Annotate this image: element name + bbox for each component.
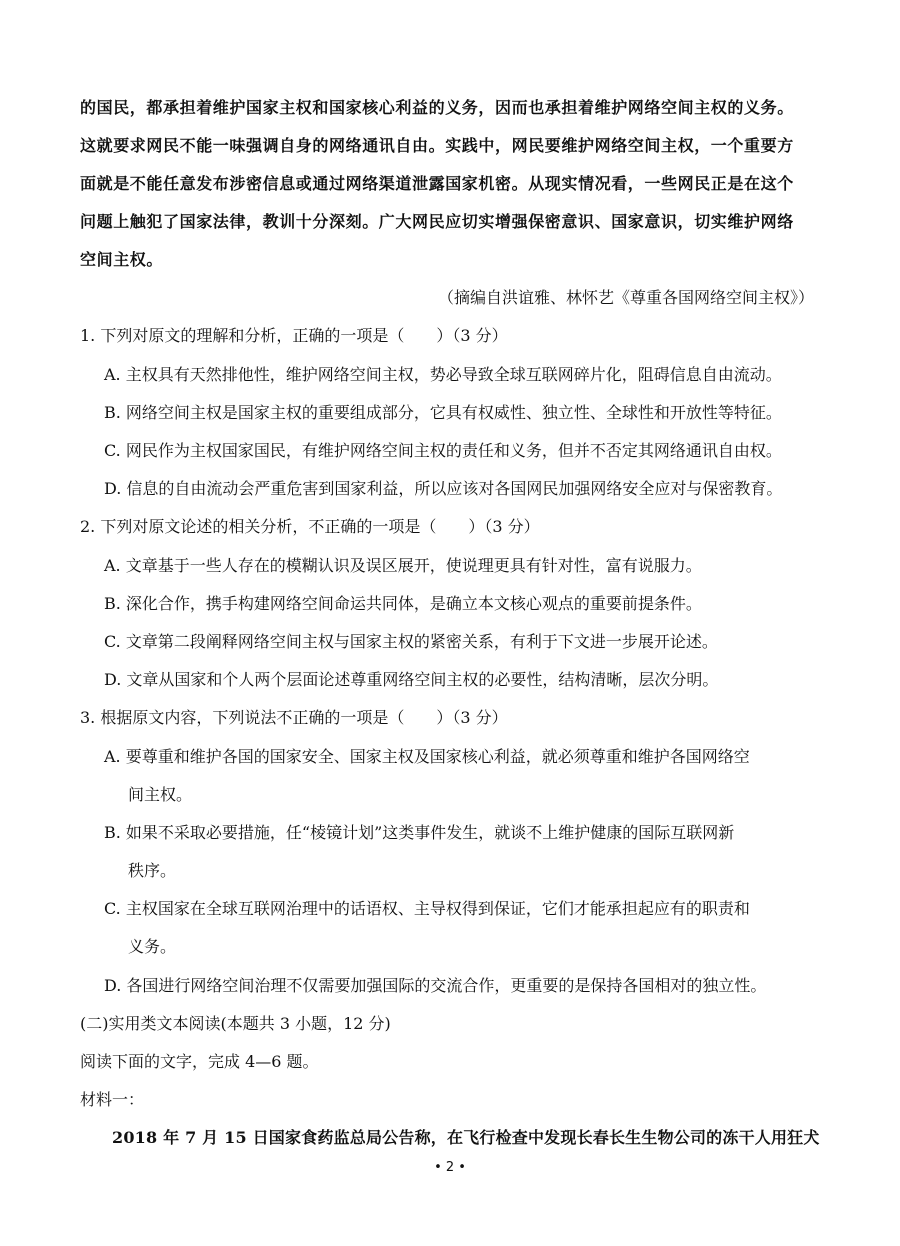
- section-heading: (二)实用类文本阅读(本题共 3 小题，12 分): [80, 1014, 391, 1033]
- page-number: • 2 •: [434, 1160, 466, 1175]
- material-label: 材料一：: [80, 1090, 145, 1109]
- passage-line: 这就要求网民不能一味强调自身的网络通讯自由。实践中，网民要维护网络空间主权，一个重要方: [80, 136, 794, 155]
- option-a: A. 文章基于一些人存在的模糊认识及误区展开，使说理更具有针对性，富有说服力。: [104, 556, 702, 575]
- passage-line: 问题上触犯了国家法律，教训十分深刻。广大网民应切实增强保密意识、国家意识，切实维护网络: [80, 212, 794, 231]
- option-a-cont: 间主权。: [128, 785, 193, 804]
- option-a: A. 主权具有天然排他性，维护网络空间主权，势必导致全球互联网碎片化，阻碍信息自由流动。: [104, 365, 782, 384]
- option-c: C. 文章第二段阐释网络空间主权与国家主权的紧密关系，有利于下文进一步展开论述。: [104, 632, 718, 651]
- material-first-line: 2018 年 7 月 15 日国家食药监总局公告称，在飞行检查中发现长春长生生物公司的冻干人用狂犬: [112, 1128, 820, 1147]
- passage-line: 空间主权。: [80, 250, 164, 269]
- option-c: C. 网民作为主权国家国民，有维护网络空间主权的责任和义务，但并不否定其网络通讯自由权。: [104, 441, 782, 460]
- passage-source: （摘编自洪谊雅、林怀艺《尊重各国网络空间主权》）: [437, 288, 814, 307]
- question-stem: 3. 根据原文内容，下列说法不正确的一项是（ ）（3 分）: [80, 708, 508, 727]
- option-b: B. 如果不采取必要措施，任“棱镜计划”这类事件发生，就谈不上维护健康的国际互联网新: [104, 823, 735, 842]
- section-instruction: 阅读下面的文字，完成 4—6 题。: [80, 1052, 319, 1071]
- question-stem: 2. 下列对原文论述的相关分析，不正确的一项是（ ）（3 分）: [80, 517, 540, 536]
- passage-line: 的国民，都承担着维护国家主权和国家核心利益的义务，因而也承担着维护网络空间主权的义务。: [80, 98, 794, 117]
- question-stem: 1. 下列对原文的理解和分析，正确的一项是（ ）（3 分）: [80, 326, 508, 345]
- option-a: A. 要尊重和维护各国的国家安全、国家主权及国家核心利益，就必须尊重和维护各国网络空: [104, 747, 750, 766]
- option-d: D. 各国进行网络空间治理不仅需要加强国际的交流合作，更重要的是保持各国相对的独立性。: [104, 976, 767, 995]
- passage-line: 面就是不能任意发布涉密信息或通过网络渠道泄露国家机密。从现实情况看，一些网民正是在这个: [80, 174, 794, 193]
- option-b-cont: 秩序。: [128, 861, 177, 880]
- option-b: B. 网络空间主权是国家主权的重要组成部分，它具有权威性、独立性、全球性和开放性等特征。: [104, 403, 782, 422]
- option-d: D. 文章从国家和个人两个层面论述尊重网络空间主权的必要性，结构清晰，层次分明。: [104, 670, 719, 689]
- option-c: C. 主权国家在全球互联网治理中的话语权、主导权得到保证，它们才能承担起应有的职责和: [104, 899, 750, 918]
- option-d: D. 信息的自由流动会严重危害到国家利益，所以应该对各国网民加强网络安全应对与保密教育。: [104, 479, 783, 498]
- option-b: B. 深化合作，携手构建网络空间命运共同体，是确立本文核心观点的重要前提条件。: [104, 594, 702, 613]
- option-c-cont: 义务。: [128, 937, 177, 956]
